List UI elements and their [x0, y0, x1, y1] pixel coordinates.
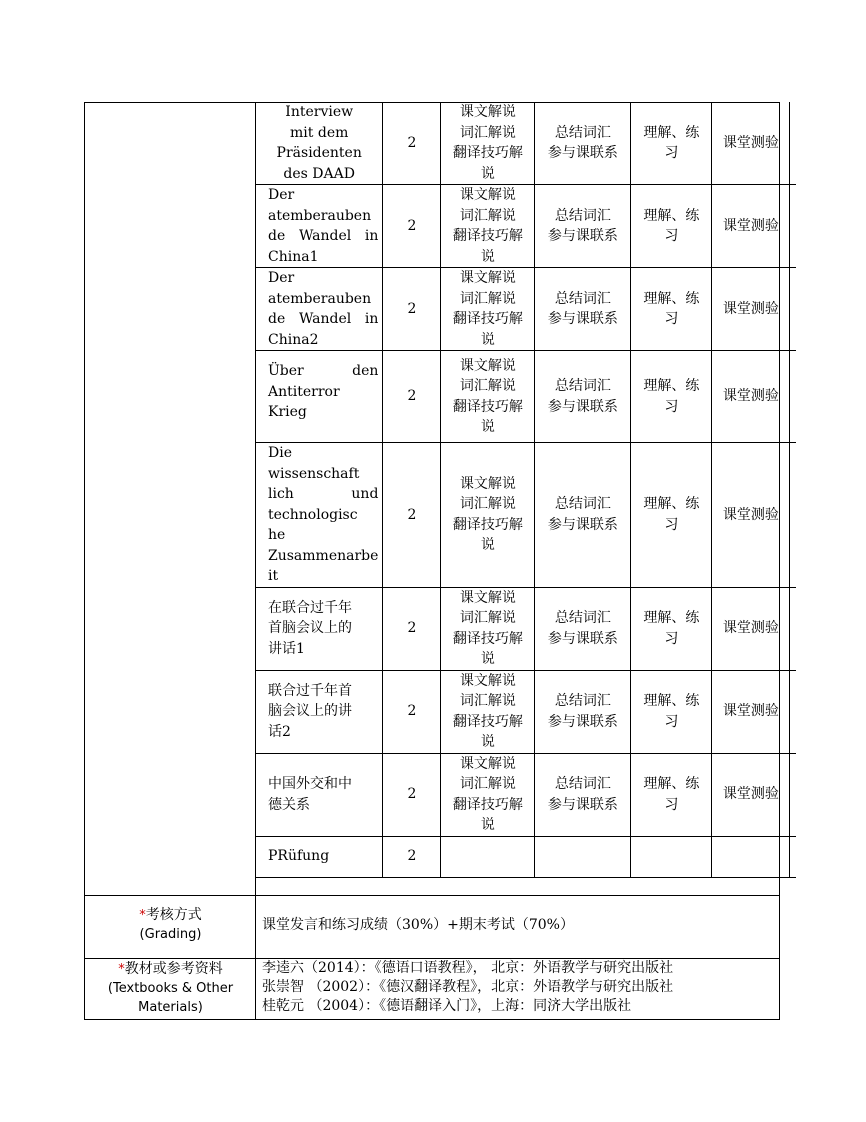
- materials-label: [85, 960, 256, 1017]
- teaching-methods: 课文解说 词汇解说 翻译技巧解 说: [441, 268, 535, 351]
- teaching-methods: 课文解说 词汇解说 翻译技巧解 说: [441, 185, 535, 268]
- teaching-methods: 课文解说 词汇解说 翻译技巧解 说: [441, 443, 535, 588]
- practice-type: 理解、练 习: [631, 102, 712, 185]
- edge-cell: [790, 185, 796, 268]
- lesson-title: 联合过千年首 脑会议上的讲 话2: [256, 670, 383, 753]
- required-asterisk: *: [139, 908, 146, 923]
- edge-cell: [790, 268, 796, 351]
- practice-type: 理解、练 习: [631, 670, 712, 753]
- schedule-row: [256, 102, 796, 185]
- assessment-type: 课堂测验: [712, 587, 790, 670]
- assessment-type: 课堂测验: [712, 670, 790, 753]
- edge-cell: [790, 670, 796, 753]
- student-tasks: 总结词汇 参与课联系: [535, 753, 631, 836]
- schedule-row-exam: [256, 836, 796, 877]
- student-tasks: 总结词汇 参与课联系: [535, 102, 631, 185]
- schedule-bottom-rule: [84, 895, 780, 896]
- lesson-title: Der atemberauben de Wandel in China2: [256, 268, 383, 351]
- lesson-hours: 2: [383, 102, 441, 185]
- practice-type: 理解、练 习: [631, 351, 712, 443]
- schedule-row: [256, 268, 796, 351]
- lesson-hours: 2: [383, 587, 441, 670]
- student-tasks: 总结词汇 参与课联系: [535, 351, 631, 443]
- practice-type: 理解、练 习: [631, 753, 712, 836]
- lesson-hours: 2: [383, 443, 441, 588]
- reference-item: 张崇智 （2002）：《德汉翻译教程》，北京：外语教学与研究出版社: [262, 979, 674, 995]
- student-tasks: [535, 836, 631, 877]
- schedule-row: [256, 351, 796, 443]
- lesson-hours: 2: [383, 268, 441, 351]
- materials-label-en-2: Materials): [138, 1000, 203, 1015]
- teaching-methods: 课文解说 词汇解说 翻译技巧解 说: [441, 753, 535, 836]
- materials-references: [262, 959, 673, 1016]
- assessment-type: 课堂测验: [712, 753, 790, 836]
- schedule-body: [256, 102, 796, 877]
- assessment-type: 课堂测验: [712, 185, 790, 268]
- schedule-row: [256, 753, 796, 836]
- edge-cell: [790, 587, 796, 670]
- edge-cell: [790, 351, 796, 443]
- assessment-type: 课堂测验: [712, 351, 790, 443]
- edge-cell: [790, 443, 796, 588]
- practice-type: 理解、练 习: [631, 185, 712, 268]
- assessment-type: 课堂测验: [712, 102, 790, 185]
- practice-type: [631, 836, 712, 877]
- edge-cell: [790, 836, 796, 877]
- required-asterisk: *: [118, 962, 125, 977]
- student-tasks: 总结词汇 参与课联系: [535, 185, 631, 268]
- student-tasks: 总结词汇 参与课联系: [535, 268, 631, 351]
- lesson-title: Über den Antiterror Krieg: [256, 351, 383, 443]
- teaching-methods: 课文解说 词汇解说 翻译技巧解 说: [441, 587, 535, 670]
- student-tasks: 总结词汇 参与课联系: [535, 443, 631, 588]
- schedule-row: [256, 185, 796, 268]
- edge-cell: [790, 102, 796, 185]
- teaching-methods: [441, 836, 535, 877]
- weekly-schedule-table: [256, 102, 796, 878]
- schedule-row: [256, 587, 796, 670]
- lesson-hours: 2: [383, 351, 441, 443]
- student-tasks: 总结词汇 参与课联系: [535, 670, 631, 753]
- lesson-title: 中国外交和中 德关系: [256, 753, 383, 836]
- student-tasks: 总结词汇 参与课联系: [535, 587, 631, 670]
- lesson-title: Der atemberauben de Wandel in China1: [256, 185, 383, 268]
- grading-label-zh: 考核方式: [145, 907, 202, 923]
- assessment-type: 课堂测验: [712, 268, 790, 351]
- teaching-methods: 课文解说 词汇解说 翻译技巧解 说: [441, 351, 535, 443]
- grading-content: 课堂发言和练习成绩（30%）+期末考试（70%）: [262, 917, 574, 933]
- materials-label-zh: 教材或参考资料: [124, 961, 223, 977]
- schedule-row: [256, 670, 796, 753]
- lesson-hours: 2: [383, 670, 441, 753]
- assessment-type: 课堂测验: [712, 443, 790, 588]
- lesson-title: 在联合过千年 首脑会议上的 讲话1: [256, 587, 383, 670]
- edge-cell: [790, 753, 796, 836]
- schedule-row: [256, 443, 796, 588]
- assessment-type: [712, 836, 790, 877]
- lesson-title: Die wissenschaft lich und technologisc he Zusammenarbe it: [256, 443, 383, 588]
- lesson-title: PRüfung: [256, 836, 383, 877]
- reference-item: 桂乾元 （2004）：《德语翻译入门》，上海：同济大学出版社: [262, 998, 632, 1014]
- practice-type: 理解、练 习: [631, 587, 712, 670]
- teaching-methods: 课文解说 词汇解说 翻译技巧解 说: [441, 670, 535, 753]
- lesson-hours: 2: [383, 185, 441, 268]
- materials-label-en-1: (Textbooks & Other: [107, 981, 234, 996]
- grading-label: [85, 906, 256, 944]
- practice-type: 理解、练 习: [631, 443, 712, 588]
- grading-label-en: (Grading): [139, 927, 202, 942]
- reference-item: 李逵六（2014）：《德语口语教程》， 北京：外语教学与研究出版社: [262, 960, 674, 976]
- teaching-methods: 课文解说 词汇解说 翻译技巧解 说: [441, 102, 535, 185]
- lesson-title: Interview mit dem Präsidenten des DAAD: [256, 102, 383, 185]
- lesson-hours: 2: [383, 836, 441, 877]
- practice-type: 理解、练 习: [631, 268, 712, 351]
- lesson-hours: 2: [383, 753, 441, 836]
